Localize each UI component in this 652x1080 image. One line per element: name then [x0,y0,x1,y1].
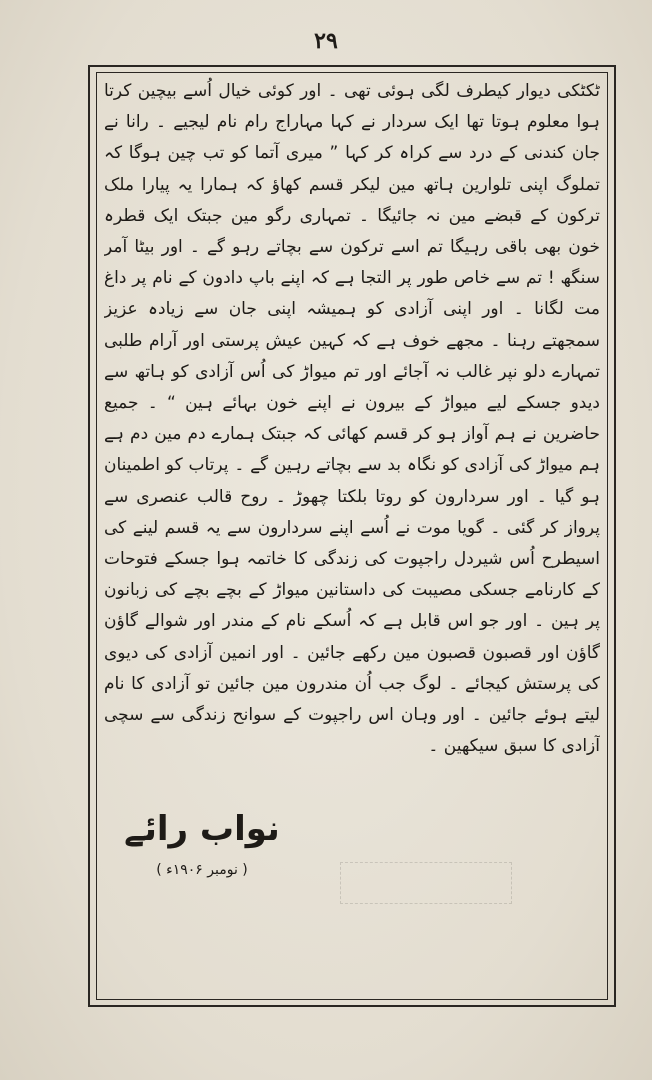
faint-stamp-mark [340,862,512,904]
paragraph-1: ٹکٹکی دیوار کیطرف لگی ہوئی تھی ۔ اور کوئی خیال اُسے بیچین کرتا ہوا معلوم ہوتا تھا ایک سردار نے کہا مہاراج رام نام لیجیے ۔ رانا نے جان کندنی کے درد سے کراہ کر کہا ” میری آتما کو تب چین ہوگا کہ تملوگ اپنی تلوارین ہاتھ مین لیکر قسم کھاؤ کہ ہمارا یہ پیارا ملک ترکون کے قبضے مین نہ جائیگا ۔ تمہاری رگو مین جبتک ایک قطرہ خون بھی باقی رہیگا تم اسے ترکون سے بچاتے رہو گے ۔ اور بیٹا آمر سنگھ ! تم سے خاص طور پر التجا ہے کہ اپنے باپ دادون کے نام پر داغ مت لگانا ۔ اور اپنی آزادی کو ہمیشہ اپنی جان سے زیادہ عزیز سمجھتے رہنا ۔ مجھے خوف ہے کہ کہین عیش پرستی اور آرام طلبی تمہارے دلو نپر غالب نہ آجائے اور تم میواڑ کی اُس آزادی کو ہاتھ سے دیدو جسکے لیے میواڑ کے بیرون نے اپنے خون بہائے ہین “ ۔ جمیع حاضرین نے ہم آواز ہو کر قسم کھائی کہ جبتک ہمارے دم مین دم ہے ہم میواڑ کی آزادی کو نگاہ بد سے بچاتے رہین گے ۔ پرتاب کو اطمینان ہو گیا ۔ اور سردارون کو روتا بلکتا چھوڑ ۔ روح قالب عنصری سے پرواز کر گئی ۔ گویا موت نے اُسے اپنے سردارون سے یہ قسم لینے کی [104,81,600,538]
paragraph-2: اسیطرح اُس شیردل راجپوت کی زندگی کا خاتمہ ہوا جسکے فتوحات کے کارنامے جسکی مصیبت کی داستانین میواڑ کے بچے بچے کی زبانون پر ہین ۔ اور جو اس قابل ہے کہ اُسکے نام کے مندر اور شوالے گاؤن گاؤن اور قصبون قصبون مین رکھے جائین ۔ اور انمین آزادی کی دیوی کی پرستش کیجائے ۔ لوگ جب اُن مندرون مین جائین تو آزادی کا نام لیتے ہوئے جائین ۔ اور وہان اس راجپوت کے سوانح زندگی سے سچی آزادی کا سبق سیکھین ۔ [104,549,600,757]
page-number: ۲۹ [314,28,338,54]
author-signature: نواب رائے [124,809,280,849]
body-text [104,76,600,762]
signature-date: ( نومبر ۱۹۰۶ء ) [156,862,248,878]
